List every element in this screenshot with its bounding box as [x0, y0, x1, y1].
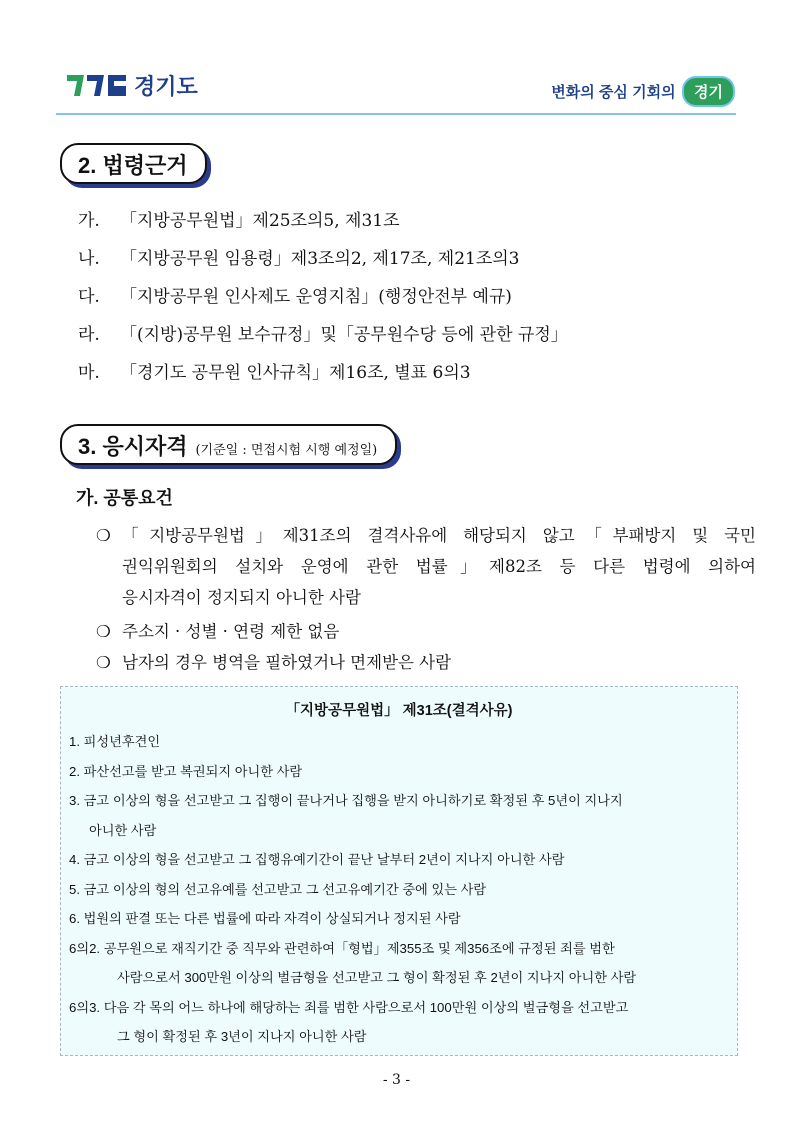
circle-bullet-icon: ❍: [96, 622, 111, 641]
requirement-item: ❍ 「지방공무원법」제31조의 결격사유에 해당되지 않고「부패방지 및 국민 권익위원회의 설치와 운영에 관한 법률」제82조 등 다른 법령에 의하여 응시자격이 정지되지 아니한 사람: [96, 520, 756, 613]
list-item: 다. 「지방공무원 인사제도 운영지침」(행정안전부 예규): [78, 287, 512, 307]
list-item: 6의3. 다음 각 목의 어느 하나에 해당하는 죄를 범한 사람으로서 100만원 이상의 벌금형을 선고받고 그 형이 확정된 후 3년이 지나지 아니한 사람: [69, 999, 629, 1044]
list-item: 1. 피성년후견인: [69, 734, 161, 749]
page-header: [0, 0, 793, 120]
list-item: 3. 금고 이상의 형을 선고받고 그 집행이 끝나거나 집행을 받지 아니하기로 확정된 후 5년이 지나지 아니한 사람: [69, 793, 623, 838]
circle-bullet-icon: ❍: [96, 653, 111, 672]
slogan: [551, 76, 735, 106]
slogan-text: 변화의 중심 기회의: [551, 84, 676, 101]
box-title: 「지방공무원법」 제31조(결격사유): [285, 703, 513, 719]
header-divider: [56, 113, 736, 115]
logo-text: 경기도: [134, 74, 198, 99]
section-2-title: 2. 법령근거: [60, 143, 207, 184]
list-item: 라. 「(지방)공무원 보수규정」및「공무원수당 등에 관한 규정」: [78, 325, 568, 345]
disqualification-box: [60, 686, 738, 1056]
list-item: 5. 금고 이상의 형의 선고유예를 선고받고 그 선고유예기간 중에 있는 사람: [69, 881, 487, 897]
list-item: 2. 파산선고를 받고 복권되지 아니한 사람: [69, 763, 303, 779]
page-number: - 3 -: [382, 1072, 411, 1088]
common-requirements-heading: 가. 공통요건: [76, 488, 173, 508]
logo-mark-icon: [66, 72, 128, 98]
requirement-item: ❍ 주소지 · 성별 · 연령 제한 없음: [96, 616, 756, 647]
list-item: 6의2. 공무원으로 재직기간 중 직무와 관련하여「형법」제355조 및 제356조에 규정된 죄를 범한 사람으로서 300만원 이상의 벌금형을 선고받고 그 형이 확정된 후 2년이 지나지 아니한 사람: [69, 940, 637, 985]
disqualification-list: [69, 727, 733, 1052]
section-3-subtitle: (기준일 : 면접시험 시행 예정일): [195, 443, 378, 458]
section-2-header: [60, 143, 207, 184]
section-3-header: [60, 424, 397, 465]
legal-basis-list: [78, 202, 758, 392]
section-3-title: 3. 응시자격 (기준일 : 면접시험 시행 예정일): [60, 424, 397, 465]
list-item: 가. 「지방공무원법」제25조의5, 제31조: [78, 211, 400, 231]
list-item: 나. 「지방공무원 임용령」제3조의2, 제17조, 제21조의3: [78, 249, 520, 269]
slogan-badge: 경기: [682, 76, 735, 107]
circle-bullet-icon: ❍: [96, 526, 111, 545]
list-item: 마. 「경기도 공무원 인사규칙」제16조, 별표 6의3: [78, 363, 471, 383]
list-item: 4. 금고 이상의 형을 선고받고 그 집행유예기간이 끝난 날부터 2년이 지나지 아니한 사람: [69, 852, 565, 867]
list-item: 6. 법원의 판결 또는 다른 법률에 따라 자격이 상실되거나 정지된 사람: [69, 911, 461, 926]
requirement-item: ❍ 남자의 경우 병역을 필하였거나 면제받은 사람: [96, 647, 756, 678]
